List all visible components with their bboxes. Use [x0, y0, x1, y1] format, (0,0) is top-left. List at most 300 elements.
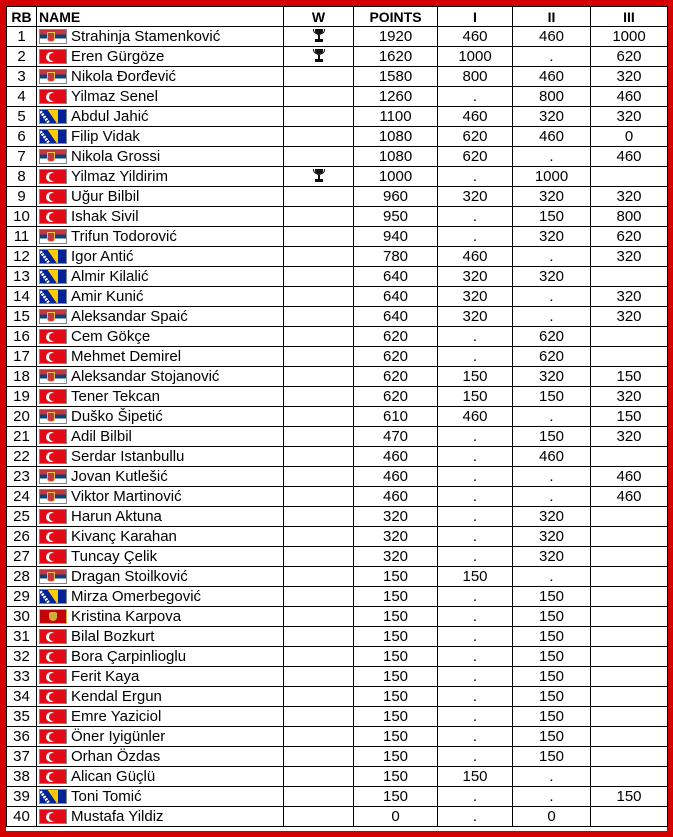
turkey-flag-icon	[39, 509, 67, 524]
round-1-cell: .	[438, 627, 513, 647]
rank-cell: 19	[7, 387, 37, 407]
points-cell: 150	[354, 727, 438, 747]
round-3-cell: 460	[591, 487, 668, 507]
table-row	[7, 67, 668, 87]
rank-cell: 33	[7, 667, 37, 687]
rank-cell: 4	[7, 87, 37, 107]
table-row	[7, 267, 668, 287]
points-cell: 320	[354, 507, 438, 527]
player-cell	[37, 647, 284, 667]
round-2-cell: 150	[513, 627, 591, 647]
header-name: NAME	[37, 7, 284, 27]
round-2-cell: .	[513, 47, 591, 67]
round-1-cell: .	[438, 707, 513, 727]
player-cell	[37, 447, 284, 467]
wins-cell	[284, 647, 354, 667]
wins-cell	[284, 787, 354, 807]
table-row	[7, 207, 668, 227]
player-name: Igor Antić	[71, 247, 134, 265]
player-cell	[37, 707, 284, 727]
player-name: Amir Kunić	[71, 287, 144, 305]
turkey-flag-icon	[39, 669, 67, 684]
wins-cell	[284, 767, 354, 787]
round-3-cell: 460	[591, 87, 668, 107]
round-3-cell: 620	[591, 227, 668, 247]
turkey-flag-icon	[39, 769, 67, 784]
turkey-flag-icon	[39, 89, 67, 104]
player-name: Eren Gürgöze	[71, 47, 165, 65]
round-2-cell: .	[513, 787, 591, 807]
turkey-flag-icon	[39, 209, 67, 224]
round-1-cell: 320	[438, 267, 513, 287]
table-row	[7, 507, 668, 527]
table-row	[7, 687, 668, 707]
round-1-cell: .	[438, 807, 513, 827]
wins-cell	[284, 267, 354, 287]
rank-cell: 23	[7, 467, 37, 487]
table-row	[7, 727, 668, 747]
wins-cell	[284, 27, 354, 47]
player-cell	[37, 507, 284, 527]
serbia-flag-icon	[39, 29, 67, 44]
wins-cell	[284, 207, 354, 227]
rank-cell: 29	[7, 587, 37, 607]
wins-cell	[284, 107, 354, 127]
bosnia-flag-icon	[39, 789, 67, 804]
round-1-cell: .	[438, 487, 513, 507]
points-cell: 640	[354, 267, 438, 287]
round-3-cell	[591, 327, 668, 347]
turkey-flag-icon	[39, 449, 67, 464]
wins-cell	[284, 607, 354, 627]
wins-cell	[284, 747, 354, 767]
round-2-cell: 460	[513, 67, 591, 87]
round-3-cell	[591, 567, 668, 587]
round-1-cell: .	[438, 207, 513, 227]
round-2-cell: 460	[513, 447, 591, 467]
table-row	[7, 407, 668, 427]
round-2-cell: 320	[513, 267, 591, 287]
round-3-cell: 320	[591, 387, 668, 407]
rank-cell: 32	[7, 647, 37, 667]
round-3-cell	[591, 447, 668, 467]
bosnia-flag-icon	[39, 129, 67, 144]
player-name: Öner Iyigünler	[71, 727, 166, 745]
round-2-cell: 150	[513, 427, 591, 447]
turkey-flag-icon	[39, 689, 67, 704]
table-row	[7, 807, 668, 827]
player-name: Adil Bilbil	[71, 427, 132, 445]
player-cell	[37, 607, 284, 627]
player-cell	[37, 107, 284, 127]
serbia-flag-icon	[39, 409, 67, 424]
round-2-cell: 150	[513, 207, 591, 227]
round-2-cell: 150	[513, 647, 591, 667]
player-cell	[37, 327, 284, 347]
table-row	[7, 347, 668, 367]
player-cell	[37, 367, 284, 387]
table-row	[7, 467, 668, 487]
header-rb: RB	[7, 7, 37, 27]
table-row	[7, 147, 668, 167]
wins-cell	[284, 147, 354, 167]
rank-cell: 3	[7, 67, 37, 87]
table-row	[7, 607, 668, 627]
round-2-cell: 620	[513, 347, 591, 367]
wins-cell	[284, 347, 354, 367]
player-name: Kendal Ergun	[71, 687, 162, 705]
turkey-flag-icon	[39, 629, 67, 644]
table-row	[7, 307, 668, 327]
round-3-cell	[591, 267, 668, 287]
round-3-cell: 320	[591, 247, 668, 267]
player-name: Toni Tomić	[71, 787, 142, 805]
player-cell	[37, 247, 284, 267]
round-2-cell: 150	[513, 587, 591, 607]
player-cell	[37, 567, 284, 587]
player-cell	[37, 307, 284, 327]
round-2-cell: 1000	[513, 167, 591, 187]
round-2-cell: 460	[513, 27, 591, 47]
points-cell: 320	[354, 527, 438, 547]
points-cell: 150	[354, 787, 438, 807]
player-cell	[37, 127, 284, 147]
rank-cell: 36	[7, 727, 37, 747]
round-2-cell: 320	[513, 507, 591, 527]
turkey-flag-icon	[39, 49, 67, 64]
points-cell: 640	[354, 287, 438, 307]
header-w: W	[284, 7, 354, 27]
round-3-cell: 320	[591, 287, 668, 307]
serbia-flag-icon	[39, 489, 67, 504]
points-cell: 780	[354, 247, 438, 267]
round-2-cell: .	[513, 307, 591, 327]
round-1-cell: .	[438, 787, 513, 807]
round-1-cell: 150	[438, 367, 513, 387]
table-row	[7, 107, 668, 127]
turkey-flag-icon	[39, 809, 67, 824]
player-name: Ishak Sivil	[71, 207, 139, 225]
round-2-cell: 320	[513, 107, 591, 127]
round-3-cell: 320	[591, 107, 668, 127]
player-cell	[37, 727, 284, 747]
round-3-cell: 320	[591, 307, 668, 327]
header-round-1: I	[438, 7, 513, 27]
table-row	[7, 47, 668, 67]
round-3-cell: 150	[591, 367, 668, 387]
player-cell	[37, 407, 284, 427]
round-1-cell: 800	[438, 67, 513, 87]
points-cell: 320	[354, 547, 438, 567]
round-2-cell: .	[513, 147, 591, 167]
round-1-cell: .	[438, 647, 513, 667]
rank-cell: 9	[7, 187, 37, 207]
points-cell: 640	[354, 307, 438, 327]
points-cell: 0	[354, 807, 438, 827]
player-name: Yilmaz Senel	[71, 87, 158, 105]
player-name: Uğur Bilbil	[71, 187, 140, 205]
turkey-flag-icon	[39, 329, 67, 344]
points-cell: 150	[354, 607, 438, 627]
round-3-cell	[591, 507, 668, 527]
turkey-flag-icon	[39, 649, 67, 664]
round-3-cell: 320	[591, 67, 668, 87]
round-1-cell: 320	[438, 287, 513, 307]
round-1-cell: 460	[438, 107, 513, 127]
round-1-cell: .	[438, 87, 513, 107]
turkey-flag-icon	[39, 529, 67, 544]
wins-cell	[284, 707, 354, 727]
player-cell	[37, 427, 284, 447]
round-2-cell: 320	[513, 367, 591, 387]
table-row	[7, 367, 668, 387]
player-name: Harun Aktuna	[71, 507, 162, 525]
bosnia-flag-icon	[39, 249, 67, 264]
wins-cell	[284, 87, 354, 107]
player-name: Strahinja Stamenković	[71, 27, 221, 45]
rank-cell: 11	[7, 227, 37, 247]
round-1-cell: 320	[438, 187, 513, 207]
table-row	[7, 287, 668, 307]
rank-cell: 27	[7, 547, 37, 567]
player-cell	[37, 687, 284, 707]
round-1-cell: .	[438, 327, 513, 347]
points-cell: 150	[354, 747, 438, 767]
wins-cell	[284, 47, 354, 67]
player-name: Abdul Jahić	[71, 107, 149, 125]
points-cell: 470	[354, 427, 438, 447]
table-row	[7, 487, 668, 507]
round-2-cell: .	[513, 247, 591, 267]
wins-cell	[284, 667, 354, 687]
serbia-flag-icon	[39, 69, 67, 84]
player-name: Bilal Bozkurt	[71, 627, 155, 645]
round-2-cell: 620	[513, 327, 591, 347]
rank-cell: 28	[7, 567, 37, 587]
round-3-cell: 0	[591, 127, 668, 147]
wins-cell	[284, 447, 354, 467]
rank-cell: 2	[7, 47, 37, 67]
wins-cell	[284, 67, 354, 87]
bosnia-flag-icon	[39, 269, 67, 284]
round-1-cell: 460	[438, 27, 513, 47]
round-2-cell: 150	[513, 687, 591, 707]
round-2-cell: 150	[513, 747, 591, 767]
table-row	[7, 567, 668, 587]
wins-cell	[284, 187, 354, 207]
rank-cell: 20	[7, 407, 37, 427]
turkey-flag-icon	[39, 429, 67, 444]
round-3-cell	[591, 807, 668, 827]
player-name: Emre Yaziciol	[71, 707, 162, 725]
turkey-flag-icon	[39, 189, 67, 204]
player-cell	[37, 27, 284, 47]
rank-cell: 25	[7, 507, 37, 527]
rank-cell: 37	[7, 747, 37, 767]
points-cell: 460	[354, 467, 438, 487]
rank-cell: 21	[7, 427, 37, 447]
player-cell	[37, 667, 284, 687]
round-2-cell: 150	[513, 387, 591, 407]
player-name: Nikola Grossi	[71, 147, 161, 165]
wins-cell	[284, 547, 354, 567]
player-name: Kristina Karpova	[71, 607, 182, 625]
rank-cell: 31	[7, 627, 37, 647]
wins-cell	[284, 307, 354, 327]
table-row	[7, 587, 668, 607]
round-1-cell: 150	[438, 767, 513, 787]
round-1-cell: 620	[438, 147, 513, 167]
table-row	[7, 387, 668, 407]
points-cell: 960	[354, 187, 438, 207]
table-row	[7, 547, 668, 567]
round-1-cell: .	[438, 607, 513, 627]
player-cell	[37, 747, 284, 767]
points-cell: 610	[354, 407, 438, 427]
points-cell: 620	[354, 347, 438, 367]
player-name: Tener Tekcan	[71, 387, 160, 405]
wins-cell	[284, 487, 354, 507]
player-name: Orhan Özdas	[71, 747, 161, 765]
bosnia-flag-icon	[39, 289, 67, 304]
round-1-cell: .	[438, 727, 513, 747]
round-3-cell	[591, 667, 668, 687]
rank-cell: 34	[7, 687, 37, 707]
points-cell: 1080	[354, 127, 438, 147]
round-1-cell: 620	[438, 127, 513, 147]
table-row	[7, 167, 668, 187]
points-cell: 460	[354, 447, 438, 467]
header-row	[7, 7, 668, 27]
round-1-cell: 320	[438, 307, 513, 327]
bosnia-flag-icon	[39, 109, 67, 124]
wins-cell	[284, 427, 354, 447]
trophy-icon	[313, 49, 325, 63]
rank-cell: 26	[7, 527, 37, 547]
player-name: Filip Vidak	[71, 127, 140, 145]
round-2-cell: .	[513, 287, 591, 307]
wins-cell	[284, 727, 354, 747]
points-cell: 150	[354, 767, 438, 787]
points-cell: 150	[354, 687, 438, 707]
rank-cell: 5	[7, 107, 37, 127]
rank-cell: 8	[7, 167, 37, 187]
player-name: Dragan Stoilković	[71, 567, 188, 585]
serbia-flag-icon	[39, 149, 67, 164]
wins-cell	[284, 327, 354, 347]
wins-cell	[284, 627, 354, 647]
round-1-cell: .	[438, 527, 513, 547]
player-name: Kivanç Karahan	[71, 527, 177, 545]
player-cell	[37, 87, 284, 107]
turkey-flag-icon	[39, 709, 67, 724]
round-1-cell: .	[438, 547, 513, 567]
wins-cell	[284, 467, 354, 487]
player-cell	[37, 227, 284, 247]
round-3-cell	[591, 727, 668, 747]
player-cell	[37, 527, 284, 547]
round-2-cell: .	[513, 567, 591, 587]
points-cell: 1080	[354, 147, 438, 167]
round-1-cell: 460	[438, 407, 513, 427]
round-2-cell: 320	[513, 227, 591, 247]
round-1-cell: 1000	[438, 47, 513, 67]
rank-cell: 18	[7, 367, 37, 387]
round-3-cell	[591, 347, 668, 367]
points-cell: 150	[354, 667, 438, 687]
wins-cell	[284, 527, 354, 547]
round-2-cell: 0	[513, 807, 591, 827]
player-name: Cem Gökçe	[71, 327, 151, 345]
player-cell	[37, 147, 284, 167]
wins-cell	[284, 227, 354, 247]
round-1-cell: 150	[438, 567, 513, 587]
turkey-flag-icon	[39, 729, 67, 744]
round-1-cell: .	[438, 167, 513, 187]
points-cell: 150	[354, 707, 438, 727]
serbia-flag-icon	[39, 369, 67, 384]
rank-cell: 12	[7, 247, 37, 267]
round-2-cell: .	[513, 407, 591, 427]
player-name: Mehmet Demirel	[71, 347, 182, 365]
round-2-cell: .	[513, 767, 591, 787]
wins-cell	[284, 687, 354, 707]
player-name: Tuncay Çelik	[71, 547, 158, 565]
table-row	[7, 227, 668, 247]
table-row	[7, 87, 668, 107]
player-name: Ferit Kaya	[71, 667, 140, 685]
player-cell	[37, 767, 284, 787]
rank-cell: 14	[7, 287, 37, 307]
player-cell	[37, 47, 284, 67]
points-cell: 150	[354, 627, 438, 647]
serbia-flag-icon	[39, 569, 67, 584]
wins-cell	[284, 807, 354, 827]
player-cell	[37, 627, 284, 647]
round-3-cell	[591, 767, 668, 787]
table-row	[7, 427, 668, 447]
player-name: Viktor Martinović	[71, 487, 182, 505]
player-cell	[37, 187, 284, 207]
points-cell: 150	[354, 647, 438, 667]
wins-cell	[284, 387, 354, 407]
table-row	[7, 127, 668, 147]
points-cell: 1580	[354, 67, 438, 87]
serbia-flag-icon	[39, 469, 67, 484]
rank-cell: 17	[7, 347, 37, 367]
round-1-cell: .	[438, 507, 513, 527]
table-row	[7, 747, 668, 767]
points-cell: 1920	[354, 27, 438, 47]
player-cell	[37, 467, 284, 487]
standings-body	[7, 27, 668, 827]
standings-table	[6, 6, 668, 827]
points-cell: 620	[354, 367, 438, 387]
round-2-cell: .	[513, 487, 591, 507]
round-1-cell: .	[438, 347, 513, 367]
round-1-cell: .	[438, 427, 513, 447]
wins-cell	[284, 287, 354, 307]
round-3-cell: 460	[591, 467, 668, 487]
rank-cell: 24	[7, 487, 37, 507]
player-name: Trifun Todorović	[71, 227, 177, 245]
round-3-cell: 320	[591, 187, 668, 207]
player-cell	[37, 347, 284, 367]
player-cell	[37, 207, 284, 227]
wins-cell	[284, 507, 354, 527]
round-2-cell: .	[513, 467, 591, 487]
header-points: POINTS	[354, 7, 438, 27]
